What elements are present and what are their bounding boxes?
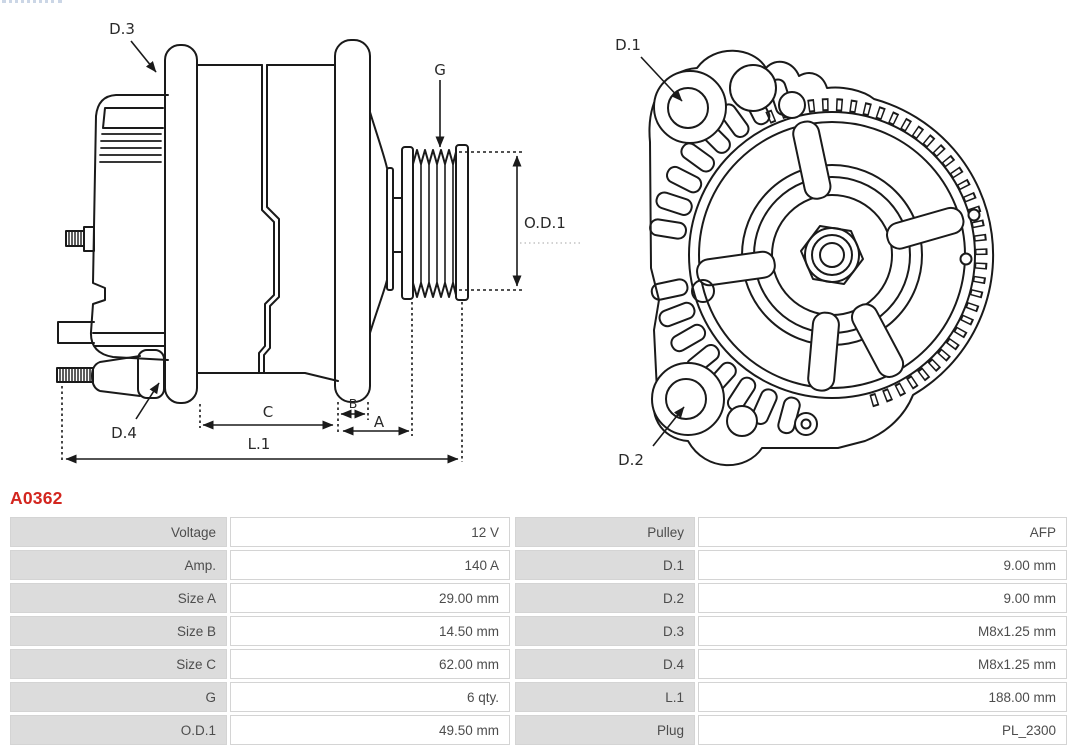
- mount-stud-threads: [60, 368, 90, 382]
- right-tab-hole-2: [961, 254, 972, 265]
- spec-value-cell: AFP: [698, 517, 1067, 547]
- top-small-hole: [779, 92, 805, 118]
- spec-row: [10, 649, 1067, 679]
- pulley-ribs-bottom: [413, 283, 456, 297]
- spec-value-cell: 49.50 mm: [230, 715, 510, 745]
- spec-value-cell: 62.00 mm: [230, 649, 510, 679]
- spec-label-cell: D.3: [515, 616, 695, 646]
- side-tab: [58, 322, 94, 343]
- case-seam: [259, 65, 279, 372]
- shaft-spacer: [387, 168, 393, 290]
- spec-value-cell: 9.00 mm: [698, 583, 1067, 613]
- mount-lug-ear: [138, 350, 164, 398]
- dim-label-od1: O.D.1: [524, 214, 566, 232]
- rear-bracket-band: [165, 45, 197, 403]
- pulley-left-flange: [402, 147, 413, 299]
- dim-label-d2: D.2: [618, 451, 644, 469]
- pulley-right-flange: [456, 145, 468, 300]
- alternator-side-view: [57, 40, 468, 403]
- spec-value-cell: 29.00 mm: [230, 583, 510, 613]
- spec-row: [10, 583, 1067, 613]
- rear-cover-vent-slats: [100, 134, 161, 162]
- d3-leader-arrow: [131, 41, 156, 72]
- spec-label-cell: Voltage: [10, 517, 227, 547]
- spec-table: [10, 517, 1067, 748]
- side-view-dimensions: [62, 41, 580, 462]
- right-tab-hole-1: [969, 210, 980, 221]
- spec-value-cell: 14.50 mm: [230, 616, 510, 646]
- body-bottom-line: [197, 373, 338, 381]
- dim-label-d1: D.1: [615, 36, 641, 54]
- rear-cover-fin-block: [103, 108, 163, 128]
- spec-row: [10, 550, 1067, 580]
- dim-label-l1: L.1: [247, 435, 271, 453]
- rear-cover-rim-lines: [93, 333, 165, 346]
- spec-value-cell: 6 qty.: [230, 682, 510, 712]
- spec-row: [10, 616, 1067, 646]
- spec-value-cell: 12 V: [230, 517, 510, 547]
- spec-label-cell: Size A: [10, 583, 227, 613]
- spec-label-cell: Pulley: [515, 517, 695, 547]
- dim-label-a: A: [373, 413, 385, 431]
- spec-label-cell: Size B: [10, 616, 227, 646]
- bottom-large-hole: [727, 406, 757, 436]
- spec-label-cell: D.4: [515, 649, 695, 679]
- spec-label-cell: D.1: [515, 550, 695, 580]
- dim-label-d3: D.3: [109, 20, 135, 38]
- spec-label-cell: L.1: [515, 682, 695, 712]
- dim-label-d4: D.4: [111, 424, 137, 442]
- terminal-stud-threads: [69, 231, 81, 246]
- dim-label-c: C: [262, 403, 274, 421]
- pulley-ribs-top: [413, 150, 456, 164]
- spec-label-cell: D.2: [515, 583, 695, 613]
- front-bracket-band: [335, 40, 370, 402]
- dim-label-g: G: [434, 61, 446, 79]
- spec-label-cell: Plug: [515, 715, 695, 745]
- bottom-lug-boss: [795, 413, 817, 435]
- spec-value-cell: PL_2300: [698, 715, 1067, 745]
- dim-label-b: B: [348, 396, 358, 411]
- pulley-groove-lines: [421, 164, 453, 283]
- spec-value-cell: M8x1.25 mm: [698, 649, 1067, 679]
- spec-row: [10, 682, 1067, 712]
- part-number: A0362: [10, 488, 63, 508]
- spec-label-cell: O.D.1: [10, 715, 227, 745]
- alternator-rear-view: [649, 51, 993, 465]
- top-large-hole: [730, 65, 776, 111]
- spec-label-cell: G: [10, 682, 227, 712]
- spec-label-cell: Size C: [10, 649, 227, 679]
- spec-row: [10, 517, 1067, 547]
- spec-label-cell: Amp.: [10, 550, 227, 580]
- bottom-ear-boss: [652, 363, 724, 435]
- terminal-boss: [84, 227, 94, 251]
- d4-leader-arrow: [136, 383, 159, 419]
- spec-value-cell: 9.00 mm: [698, 550, 1067, 580]
- spec-value-cell: 188.00 mm: [698, 682, 1067, 712]
- spec-value-cell: 140 A: [230, 550, 510, 580]
- spec-value-cell: M8x1.25 mm: [698, 616, 1067, 646]
- spec-row: [10, 715, 1067, 745]
- mount-lug: [92, 356, 140, 396]
- shaft-ticks: [393, 198, 402, 252]
- drive-end-cone: [370, 112, 387, 333]
